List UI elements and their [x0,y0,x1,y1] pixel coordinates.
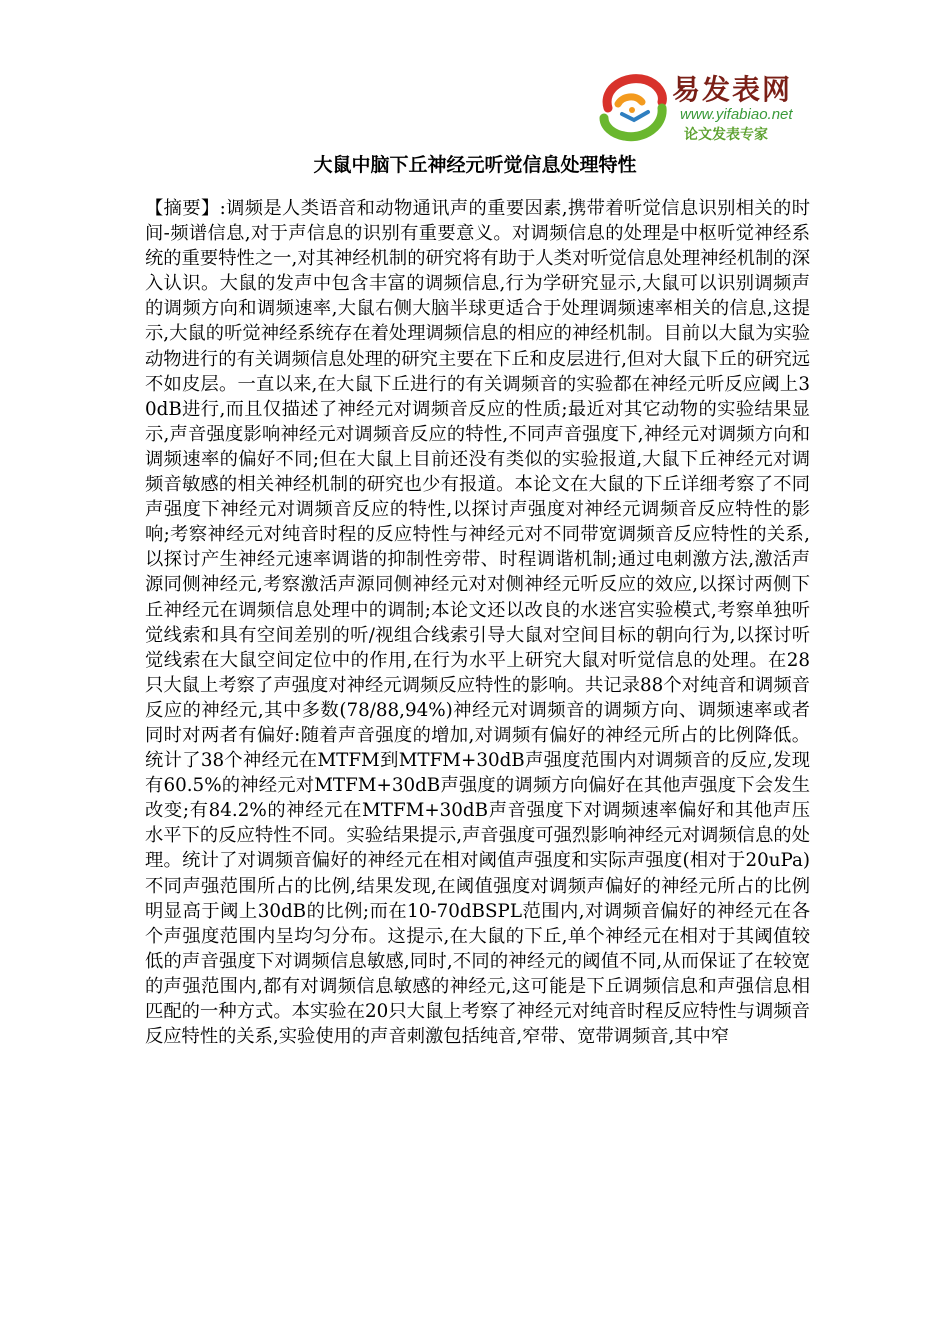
document-title: 大鼠中脑下丘神经元听觉信息处理特性 [313,154,637,176]
abstract-text: :调频是人类语音和动物通讯声的重要因素,携带着听觉信息识别相关的时间-频谱信息,对于声信息的识别有重要意义。对调频信息的处理是中枢听觉神经系统的重要特性之一,对其神经机制的研究将有助于人类对听觉信息处理神经机制的深入认识。大鼠的发声中包含丰富的调频信息,行为学研究显示,大鼠可以识别调频声的调频方向和调频速率,大鼠右侧大脑半球更适合于处理调频速率相关的信息,这提示,大鼠的听觉神经系统存在着处理调频信息的相应的神经机制。目前以大鼠为实验动物进行的有关调频信息处理的研究主要在下丘和皮层进行,但对大鼠下丘的研究远不如皮层。一直以来,在大鼠下丘进行的有关调频音的实验都在神经元听反应阈上30dB进行,而且仅描述了神经元对调频音反应的性质;最近对其它动物的实验结果显示,声音强度影响神经元对调频音反应的特性,不同声音强度下,神经元对调频方向和调频速率的偏好不同;但在大鼠上目前还没有类似的实验报道,大鼠下丘神经元对调频音敏感的相关神经机制的研究也少有报道。本论文在大鼠的下丘详细考察了不同声强度下神经元对调频音反应的特性,以探讨声强度对神经元调频音反应特性的影响;考察神经元对纯音时程的反应特性与神经元对不同带宽调频音反应特性的关系,以探讨产生神经元速率调谐的抑制性旁带、时程调谐机制;通过电刺激方法,激活声源同侧神经元,考察激活声源同侧神经元对对侧神经元听反应的效应,以探讨两侧下丘神经元在调频信息处理中的调制;本论文还以改良的水迷宫实验模式,考察单独听觉线索和具有空间差别的听/视组合线索引导大鼠对空间目标的朝向行为,以探讨听觉线索在大鼠空间定位中的作用,在行为水平上研究大鼠对听觉信息的处理。在28只大鼠上考察了声强度对神经元调频反应特性的影响。共记录88个对纯音和调频音反应的神经元,其中多数(78/88,94%)神经元对调频音的调频方向、调频速率或者同时对两者有偏好:随着声音强度的增加,对调频有偏好的神经元所占的比例降低。统计了38个神经元在MTFM到MTFM+30dB声强度范围内对调频音的反应,发现有60.5%的神经元对MTFM+30dB声强度的调频方向偏好在其他声强度下会发生改变;有84.2%的神经元在MTFM+30dB声音强度下对调频速率偏好和其他声压水平下的反应特性不同。实验结果提示,声音强度可强烈影响神经元对调频信息的处理。统计了对调频音偏好的神经元在相对阈值声强度和实际声强度(相对于20uPa)不同声强范围所占的比例,结果发现,在阈值强度对调频声偏好的神经元所占的比例明显高于阈上30dB的比例;而在10-70dBSPL范围内,对调频音偏好的神经元在各个声强度范围内呈均匀分布。这提示,在大鼠的下丘,单个神经元在相对于其阈值较低的声音强度下对调频信息敏感,同时,不同的神经元的阈值不同,从而保证了在较宽的声强范围内,都有对调频信息敏感的神经元,这可能是下丘调频信息和声强信息相匹配的一种方式。本实验在20只大鼠上考察了神经元对纯音时程反应特性与调频音反应特性的关系,实验使用的声音刺激包括纯音,窄带、宽带调频音,其中窄 [145,198,810,1048]
logo-tagline: 论文发表专家 [684,127,768,143]
abstract-paragraph [145,196,810,1049]
abstract-label: 【摘要】 [145,198,220,219]
logo-url[interactable]: www.yifabiao.net [680,106,793,123]
logo-swirl-icon [592,68,674,146]
site-logo [592,62,812,146]
logo-site-name: 易发表网 [672,73,793,106]
